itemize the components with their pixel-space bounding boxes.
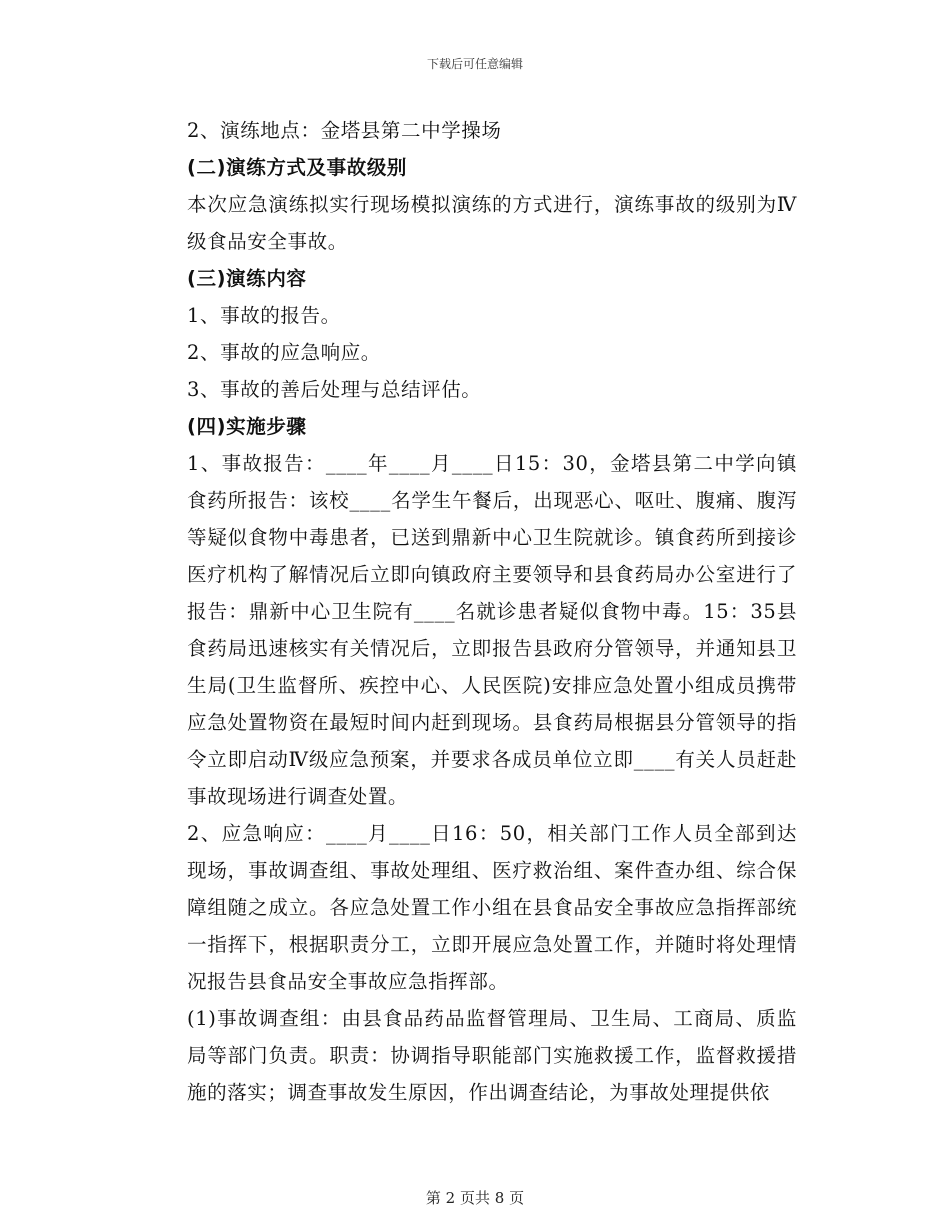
document-body — [187, 112, 797, 1111]
paragraph-investigation-group: (1)事故调查组：由县食品药品监督管理局、卫生局、工商局、质监局等部门负责。职责：协调指导职能部门实施救援工作，监督救援措施的落实；调查事故发生原因，作出调查结论，为事故处理提供依 — [187, 1007, 797, 1104]
heading-steps: (四)实施步骤 — [187, 415, 307, 438]
paragraph-method: 本次应急演练拟实行现场模拟演练的方式进行，演练事故的级别为Ⅳ级食品安全事故。 — [187, 193, 797, 253]
list-item-response: 2、事故的应急响应。 — [187, 341, 381, 364]
page-footer: 第 2 页共 8 页 — [425, 1189, 525, 1207]
paragraph-accident-report: 1、事故报告：____年____月____日15：30，金塔县第二中学向镇食药所报告：该校____名学生午餐后，出现恶心、呕吐、腹痛、腹泻等疑似食物中毒患者，已送到鼎新中心卫生院就诊。镇食药所到接诊医疗机构了解情况后立即向镇政府主要领导和县食药局办公室进行了报告：鼎新中心卫生院有____名就诊患者疑似食物中毒。15：35县食药局迅速核实有关情况后，立即报告县政府分管领导，并通知县卫生局(卫生监督所、疾控中心、人民医院)安排应急处置小组成员携带应急处置物资在最短时间内赶到现场。县食药局根据县分管领导的指令立即启动Ⅳ级应急预案，并要求各成员单位立即____有关人员赶赴事故现场进行调查处置。 — [187, 452, 797, 808]
list-item-report: 1、事故的报告。 — [187, 304, 341, 327]
page-header: 下载后可任意编辑 — [426, 57, 523, 71]
heading-content: (三)演练内容 — [187, 267, 307, 290]
paragraph-location: 2、演练地点：金塔县第二中学操场 — [187, 119, 502, 142]
heading-method-level: (二)演练方式及事故级别 — [187, 156, 408, 179]
list-item-aftermath: 3、事故的善后处理与总结评估。 — [187, 378, 482, 401]
paragraph-emergency-response: 2、应急响应：____月____日16：50，相关部门工作人员全部到达现场，事故调查组、事故处理组、医疗救治组、案件查办组、综合保障组随之成立。各应急处置工作小组在县食品安全事故应急指挥部统一指挥下，根据职责分工，立即开展应急处置工作，并随时将处理情况报告县食品安全事故应急指挥部。 — [187, 822, 797, 993]
